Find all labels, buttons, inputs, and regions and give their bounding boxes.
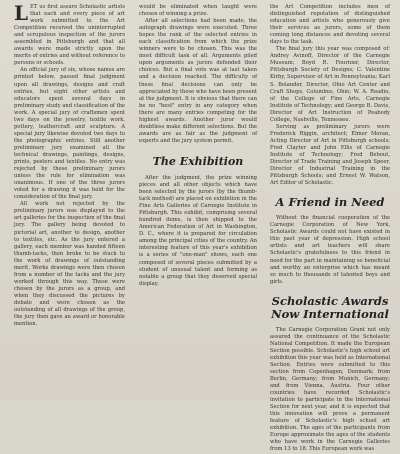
jury-composition-paragraph: the Art Competition includes men of distinguished reputation of distinguished education and artists who generously give their services as jurors, some of them coming long distances and devoting several days to the task. (270, 4, 390, 46)
international-paragraph: The Carnegie Corporation Grant not only assured the continuance of the Scholastic National Competition. It made the European Section possible. Scholastic's high school art exhibition this year was held as International Section. Entries were submitted to this section from Copenhagen, Denmark; from Berlin, Germany; from Munich, Germany; and from Vienna, Austria. Four other countries have recorded Scholastic's invitation to participate in the International Section for next year, and it is expected that this innovation will prove a permanent feature of Scholastic's high school art exhibition. The ages of the participants from Europe approximate the ages of the students who have work in the Carnegie Galleries from 13 to 18. This European work was (270, 326, 390, 453)
section-heading-friend: A Friend in Need (275, 195, 385, 210)
continued-paragraph: would be eliminated when taught were chosen of winning a prize. (139, 4, 257, 18)
intro-paragraph (14, 1, 125, 67)
jury-paragraph: An official jury of six, whose names are printed below, passed final judgment upon all drawings, designs and craft entries, but eight other artists and educators spent several days in preliminary study and classification of the work. A special jury of craftsmen spent two days on the jewelry, textile work, pottery, leathercraft and sculpture. A special jury likewise devoted two days to the photographic entries. Still another preliminary jury examined all the technical drawings, paintings, designs, prints, posters and textiles. No entry was rejected by these preliminary jurors unless the rule for elimination was unanimous. If one of the three jurors voted for a drawing it was held for the consideration of the final jury. (14, 67, 125, 201)
final-jury-paragraph: The final jury this year was composed of: Andrey Avinoff, Director of the Carnegie Museum; Boyd R. Fournier, Director, Pittsburgh Society of Designs; C. Valentine Kirby, Supervisor of Art in Pennsylvania; Karl S. Bolander, Director, Ohio Art Center and Craft Shops, Columbus, Ohio; W. A. Readio, of the College of Fine Arts, Carnegie Institute of Technology; and George B. Davis, Director of Art Instruction of Peabody College, Nashville, Tennessee. (270, 46, 390, 123)
friend-paragraph: Without the financial cooperation of the Carnegie Corporation of New York, Scholastic Awards could not have existed in this past year of depression. High school artists and art teachers will share Scholastic's gratefulness to this friend in need for the part in maintaining so beneficial and worthy an enterprise which has meant so much to thousands of talented boys and girls. (270, 215, 390, 285)
selection-paragraph: After all selections had been made, the autograph drawings were executed. Three hopes the rank of the selected entries in each classification from which the prize winners were to be chosen. This was the most difficult task of all. Arguments piled upon arguments as jurors defended their choices. But a final vote was at last taken and a decision reached. The difficulty of these final decisions can only be appreciated by those who have been present at the judgment. It is obvious that there can be no "best" entry in any category when there are many entries competing for the highest awards. Another juror would doubtless make different selections. But the awards are as fair as the judgment of experts and the jury system permit. (139, 18, 258, 144)
column-right (270, 4, 390, 454)
section-heading-international: Scholastic Awards Now International (271, 293, 389, 321)
display-paragraph: All work not rejected by the preliminary jurors was displayed to the art galleries for the inspection of the final jury. The gallery being devoted to pictorial art, another to design, another to textiles, etc. As the jury entered a gallery, each member was handed fifteen thumb-tacks, then broke to be stuck to the work of drawings of outstanding merit. Works drawings were then chosen from a number of the tacks and the jury worked through this way. These were chosen by the jurors as a group, and when they discussed the pictures by debate and were chosen as the outstanding of all drawings of the group, the jury then gave an award or honorable mention. (14, 201, 125, 328)
intro-text: ET us first assure Scholastic artists that each and every piece of art work submitted to the Art Competition received the uninterrupted and scrupulous inspection of the jurors assembled in Pittsburgh and that all awards were made strictly upon the merits of entries and without reference to persons or schools. (14, 4, 125, 67)
preliminary-jurors-paragraph: Serving as preliminary jurors were Frederick Riggin, architect; Elmer Moran, Acting Director of Art in Pittsburgh schools; Fred Clayter and John Ellis of Carnegie Institute of Technology; Fred Bebout, Director of Trade Training and Joseph Speer, Director of Industrial Training in the Pittsburgh Schools; and Ernest W. Watson, Art Editor of Scholastic. (270, 123, 390, 187)
column-middle (139, 4, 257, 288)
section-heading-exhibition: The Exhibition (152, 154, 244, 168)
column-left (14, 1, 125, 328)
exhibition-paragraph: After the judgment, the prize winning pieces and all other objects which have been selected by the jurors (by the thumb-tack method) are placed on exhibition in the Fine Arts Galleries of Carnegie Institute in Pittsburgh. This exhibit, comprising several hundred items, is then shipped to the American Federation of Art in Washington, D. C., where it is prepared for circulation among the principal cities of the country. An interesting feature of this year's exhibition is a series of "one-man" shows, each one composed of several pieces submitted by a student of unusual talent and forming as notable a group that they deserved special display. (139, 174, 257, 287)
drop-cap: L (14, 1, 29, 25)
